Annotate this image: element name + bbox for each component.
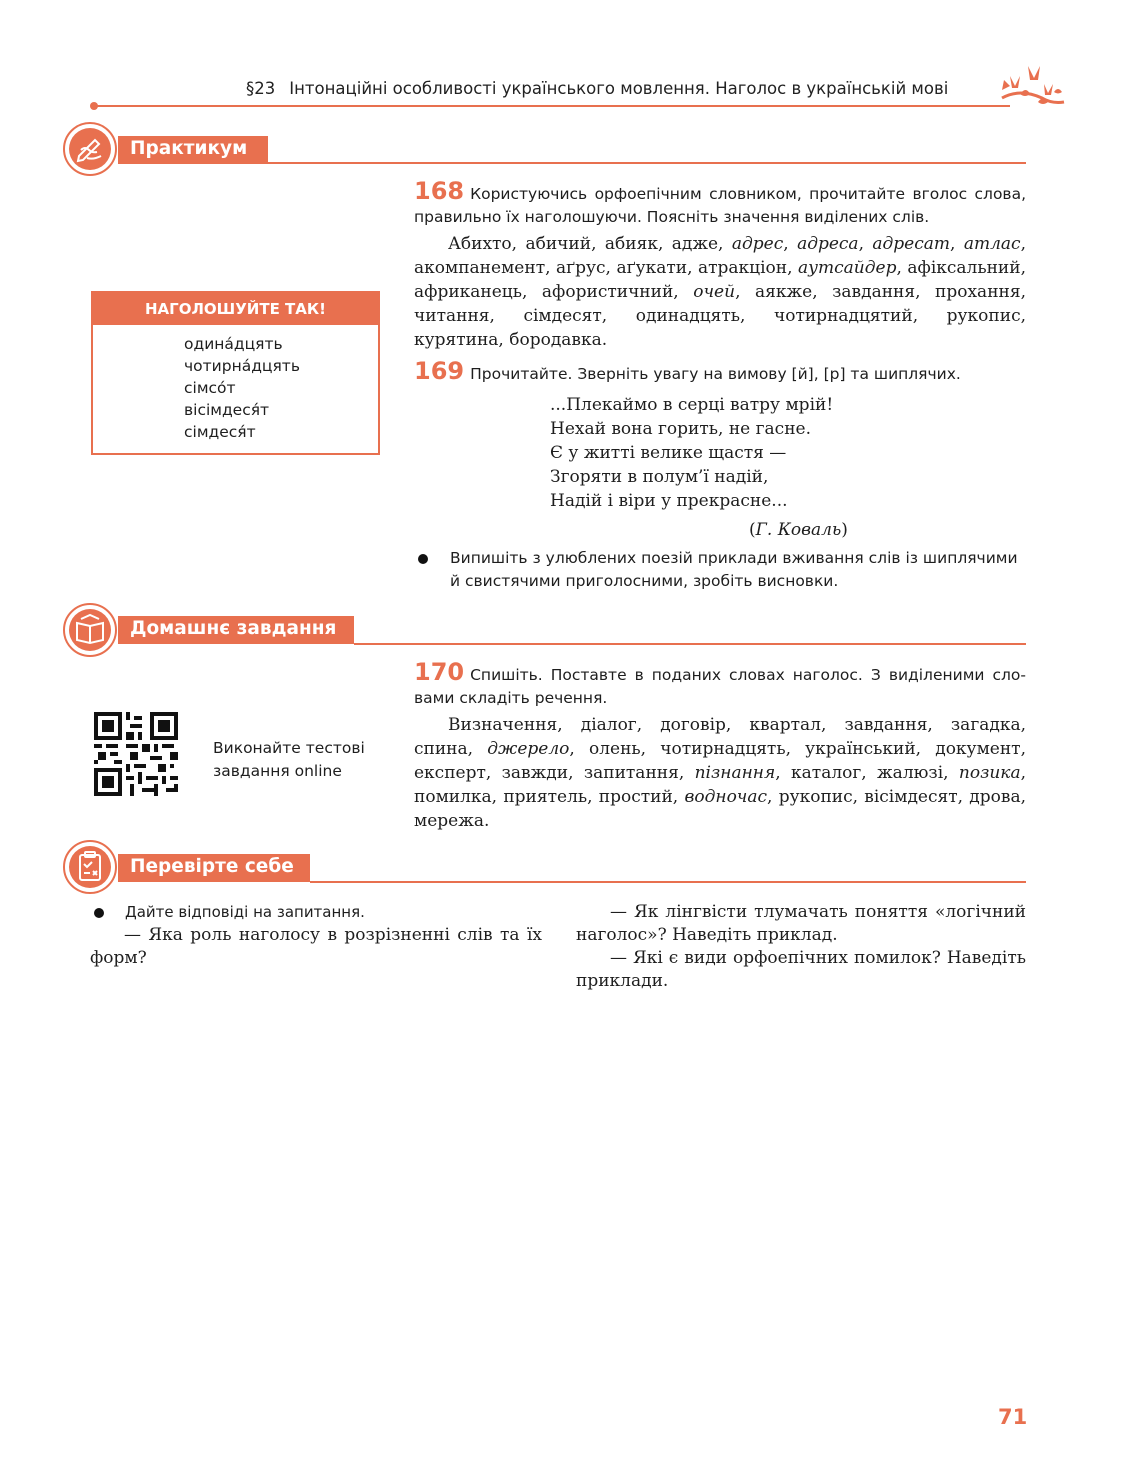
check-right-column [576,901,1026,993]
stress-note-list [93,325,378,443]
hand-writing-icon [73,132,107,166]
word-run: , [783,234,798,254]
header-title: Інтонаційні особливості українського мовлення. Наголос в українській мові [289,79,949,98]
check-instruction: Дайте відповіді на запитання. [125,903,365,921]
highlighted-word: адрес [731,234,784,254]
word-run: , [950,234,964,254]
bullet [418,554,428,564]
stress-note-box [91,291,380,455]
word-run: , аякже, завдання, прохання, читання, сімдесят, одинадцять, чотирнадцятий, рукопис, курятина, бородавка. [414,282,1026,350]
homework-icon-circle [63,603,117,657]
check-left-column [90,901,542,970]
exercise-169-task [414,357,1026,386]
word-run: , олень, чотирнадцять, український, документ, експерт, завжди, запитання, [414,739,1026,783]
exercise-168-instruction: Користуючись орфоепічним словником, прочитайте вголос слова, правильно їх наголошуючи. Поясніть значення виділених слів. [414,185,1026,226]
stress-note-item: одина́дцять [184,335,283,353]
word-run: , рукопис, вісімдесят, дрова, мережа. [414,787,1026,831]
running-header [246,79,948,98]
exercise-168-number: 168 [414,177,465,205]
check-question: — Яка роль наголосу в розрізненні слів та їх форм? [90,925,542,968]
highlighted-word: пізнання [694,763,776,783]
homework-rule [354,643,1026,645]
stress-note-item: вісімдеся́т [184,401,270,419]
highlighted-word: аутсайдер [798,258,897,278]
highlighted-word: водночас [684,787,768,807]
word-run: , каталог, жалюзі, [775,763,959,783]
homework-heading: Домашнє завдання [118,616,354,644]
highlighted-word: джерело [487,739,570,759]
practicum-rule [268,162,1026,164]
practicum-icon-circle [63,122,117,176]
highlighted-word: очей [693,282,736,302]
exercise-170-number: 170 [414,658,465,686]
poem [550,393,833,513]
poem-line: Надій і віри у прекрасне... [550,491,788,511]
exercise-169-instruction: Прочитайте. Зверніть увагу на вимову [й], [р] та шиплячих. [470,365,961,383]
qr-caption: Виконайте тестові завдання online [213,739,365,780]
highlighted-word: позика [958,763,1021,783]
exercise-169-number: 169 [414,357,465,385]
open-book-icon [73,613,107,647]
stress-note-item: сімсо́т [184,379,236,397]
exercise-169-bullet-task: Випишіть з улюблених поезій приклади вживання слів із шиплячими й свистячими приголосними, зробіть висновки. [450,549,1018,590]
word-run: , помилка, приятель, простий, [414,763,1027,807]
word-run: , [858,234,873,254]
poem-author: (Г. Коваль) [749,520,848,540]
stress-note-title: НАГОЛОШУЙТЕ ТАК! [93,293,378,325]
poem-line: Нехай вона горить, не гасне. [550,419,811,439]
practicum-heading: Практикум [118,136,268,164]
word-run: Абихто, абичий, абияк, адже, [448,234,732,254]
poem-line: Є у житті велике щастя — [550,443,787,463]
stress-note-item: сімдеся́т [184,423,256,441]
highlighted-word: адресат [872,234,951,254]
word-run: Визначення, діалог, договір, квартал, завдання, загадка, спина, [414,715,1026,759]
exercise-170-instruction: Спишіть. Поставте в поданих словах наголос. З виділеними словами складіть речення. [414,666,1026,707]
exercise-170-task [414,658,1026,710]
poem-line: ...Плекаймо в серці ватру мрій! [550,395,834,415]
highlighted-word: адреса [797,234,859,254]
check-question: — Як лінгвісти тлумачать поняття «логічний наголос»? Наведіть приклад. [576,902,1026,945]
qr-code-icon[interactable] [94,712,178,796]
word-run: , афіксальний, африканець, афористичний, [414,258,1026,302]
stress-note-item: чотирна́дцять [184,357,300,375]
exercise-168-task [414,177,1026,229]
poem-line: Згоряти в полум’ї надій, [550,467,769,487]
highlighted-word: атлас [963,234,1021,254]
word-run: , акомпанемент, аґрус, аґукати, атракціон, [414,234,1026,278]
flower-decoration-icon [990,58,1070,118]
header-rule [94,105,1010,107]
check-heading: Перевірте себе [118,854,310,882]
poem-author-name: Г. Коваль [755,520,842,540]
check-rule [310,881,1026,883]
exercise-168-words [414,232,1026,352]
paragraph-number: §23 [246,79,276,98]
check-icon-circle [63,840,117,894]
exercise-170-words [414,713,1026,833]
checklist-icon [73,850,107,884]
check-question: — Які є види орфоепічних помилок? Наведіть приклади. [576,948,1026,991]
page-number: 71 [998,1405,1028,1429]
